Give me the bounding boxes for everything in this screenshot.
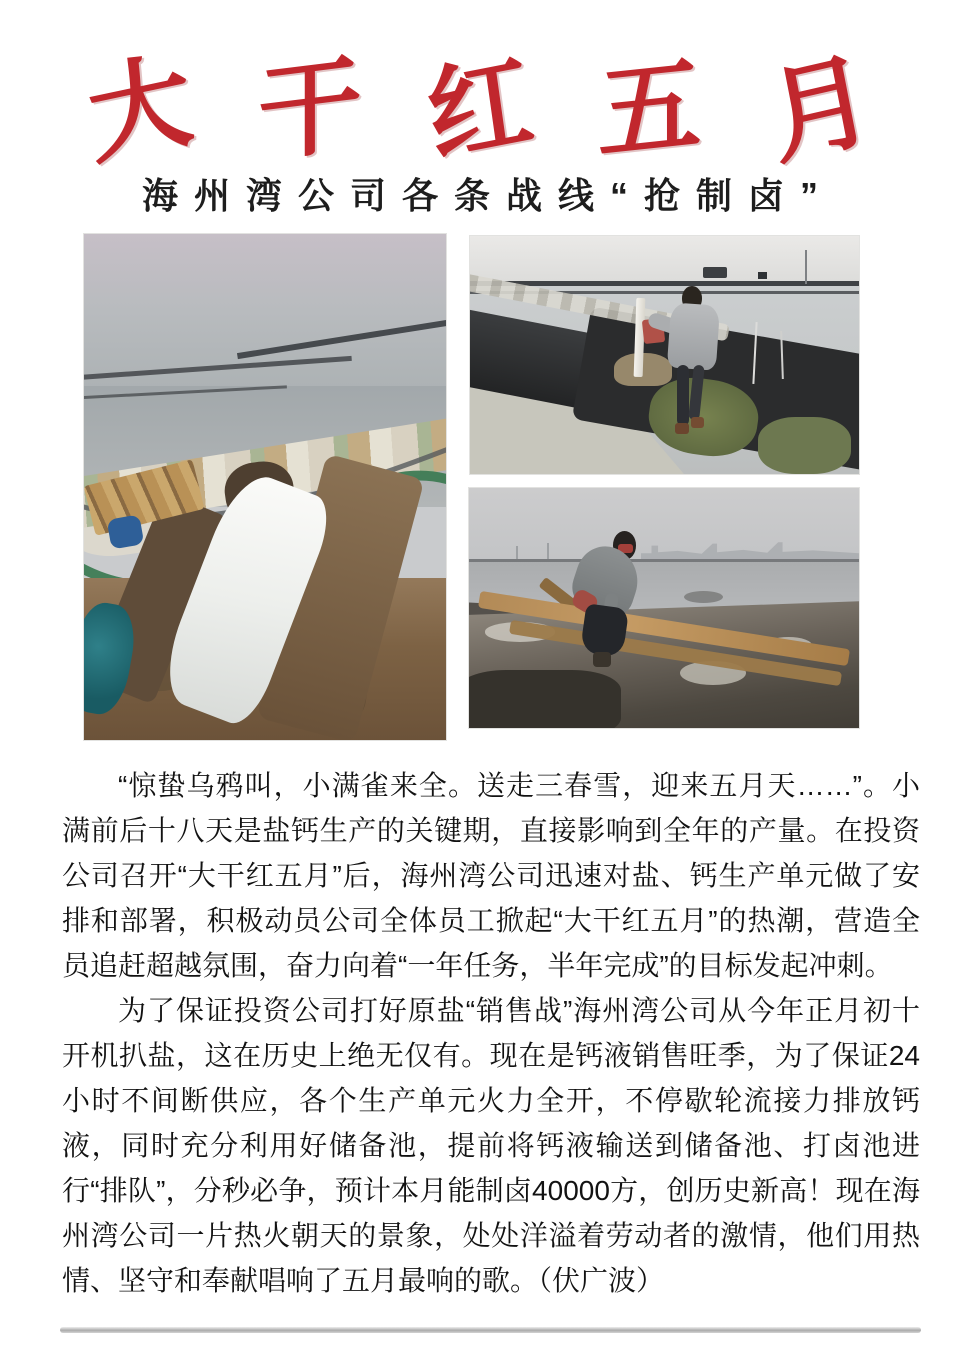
paragraph-1: “惊蛰乌鸦叫，小满雀来全。送走三春雪，迎来五月天……”。小满前后十八天是盐钙生产的关键期，直接影响到全年的产量。在投资公司召开“大干红五月”后，海州湾公司迅速对盐、钙生产单元做了安排和部署，积极动员公司全体员工掀起“大干红五月”的热潮，营造全员追赶超越氛围，奋力向着“一年任务，半年完成”的目标发起冲刺。 [62, 770, 920, 981]
water-debris [684, 591, 723, 603]
page-title [81, 36, 883, 181]
worker-boot [593, 652, 611, 666]
worker-legs [579, 603, 628, 657]
distant-pole [547, 543, 549, 560]
sky [470, 236, 859, 284]
title-char-5: 月 [757, 36, 883, 181]
photo-worker-pole [469, 235, 860, 475]
worker-shoe [691, 417, 704, 428]
photo-brine-canal [83, 233, 447, 741]
far-shore-line [469, 559, 859, 562]
article-body [62, 763, 920, 1303]
footer-divider [60, 1327, 921, 1333]
worker-figure [665, 286, 723, 438]
title-char-4: 五 [598, 41, 702, 176]
sky [469, 488, 859, 560]
worker-jacket [667, 303, 720, 372]
dark-rocks [468, 670, 621, 729]
worker-figure [567, 531, 657, 675]
photo-worker-planks [468, 487, 860, 729]
worker-shoe [675, 423, 689, 434]
grass-patch [758, 417, 851, 474]
paragraph-2: 为了保证投资公司打好原盐“销售战”海州湾公司从今年正月初十开机扒盐，这在历史上绝无仅有。现在是钙液销售旺季，为了保证24小时不间断供应，各个生产单元火力全开，不停歇轮流接力排放钙液，同时充分利用好储备池，提前将钙液输送到储备池、打卤池进行“排队”，分秒必争，预计本月能制卤40000方，创历史新高！现在海州湾公司一片热火朝天的景象，处处洋溢着劳动者的激情，他们用热情、坚守和奉献唱响了五月最响的歌。（伏广波） [62, 995, 920, 1296]
title-char-3: 红 [420, 37, 540, 180]
distant-structure [758, 272, 767, 279]
distant-mast [805, 250, 807, 283]
worker-leg [688, 365, 704, 421]
distant-truck [703, 267, 727, 278]
title-char-1: 大 [81, 36, 199, 181]
title-char-2: 干 [258, 40, 362, 177]
subtitle: 海州湾公司各条战线“抢制卤” [141, 175, 834, 216]
worker-leg [677, 365, 689, 426]
